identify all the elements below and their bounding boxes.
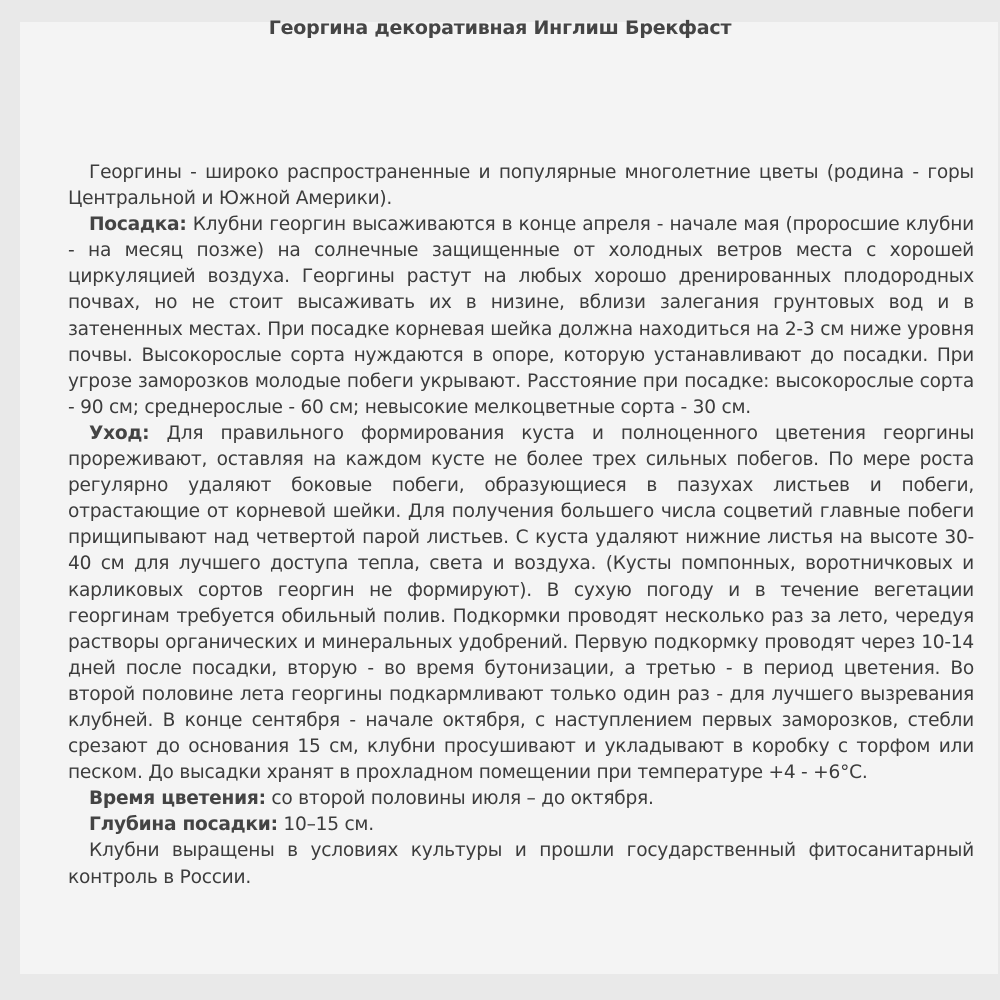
bloom-paragraph [68, 786, 974, 812]
planting-text: Клубни георгин высаживаются в конце апреля - начале мая (проросшие клубни - на месяц позже) на солнечные защищенные от холодных ветров места с хорошей циркуляцией воздуха. Георгины растут на любых хорошо дренированных плодородных почвах, но не стоит высаживать их в низине, вблизи залегания грунтовых вод и в затененных местах. При посадке корневая шейка должна находиться на 2-3 см ниже уровня почвы. Высокорослые сорта нуждаются в опоре, которую устанавливают до посадки. При угрозе заморозков молодые побеги укрывают. Расстояние при посадке: высокорослые сорта - 90 см; среднерослые - 60 см; невысокие мелкоцветные сорта - 30 см. [68, 214, 974, 418]
closing-paragraph: Клубни выращены в условиях культуры и прошли государственный фитосанитарный контроль в России. [68, 840, 974, 888]
document-body [68, 160, 974, 891]
bloom-label: Время цветения: [89, 788, 266, 810]
intro-paragraph: Георгины - широко распространенные и популярные многолетние цветы (родина - горы Центральной и Южной Америки). [68, 162, 974, 210]
planting-paragraph [68, 212, 974, 421]
care-label: Уход: [89, 422, 150, 444]
planting-label: Посадка: [89, 214, 187, 236]
depth-label: Глубина посадки: [89, 814, 278, 836]
depth-paragraph [68, 812, 974, 838]
document-title: Георгина декоративная Инглиш Брекфаст [268, 17, 732, 39]
bloom-text: со второй половины июля – до октября. [265, 788, 654, 810]
depth-text: 10–15 см. [277, 814, 374, 836]
care-text: Для правильного формирования куста и полноценного цветения георгины прореживают, оставляя на каждом кусте не более трех сильных побегов. По мере роста регулярно удаляют боковые побеги, образующиеся в пазухах листьев и побеги, отрастающие от корневой шейки. Для получения большего числа соцветий главные побеги прищипывают над четвертой парой листьев. С куста удаляют нижние листья на высоте 30-40 см для лучшего доступа тепла, света и воздуха. (Кусты помпонных, воротничковых и карликовых сортов георгин не формируют). В сухую погоду и в течение вегетации георгинам требуется обильный полив. Подкормки проводят несколько раз за лето, чередуя растворы органических и минеральных удобрений. Первую подкормку проводят через 10-14 дней после посадки, вторую - во время бутонизации, а третью - в период цветения. Во второй половине лета георгины подкармливают только один раз - для лучшего вызревания клубней. В конце сентября - начале октября, с наступлением первых заморозков, стебли срезают до основания 15 см, клубни просушивают и укладывают в коробку с торфом или песком. До высадки хранят в прохладном помещении при температуре +4 - +6°С. [68, 422, 974, 784]
care-paragraph [68, 421, 974, 786]
